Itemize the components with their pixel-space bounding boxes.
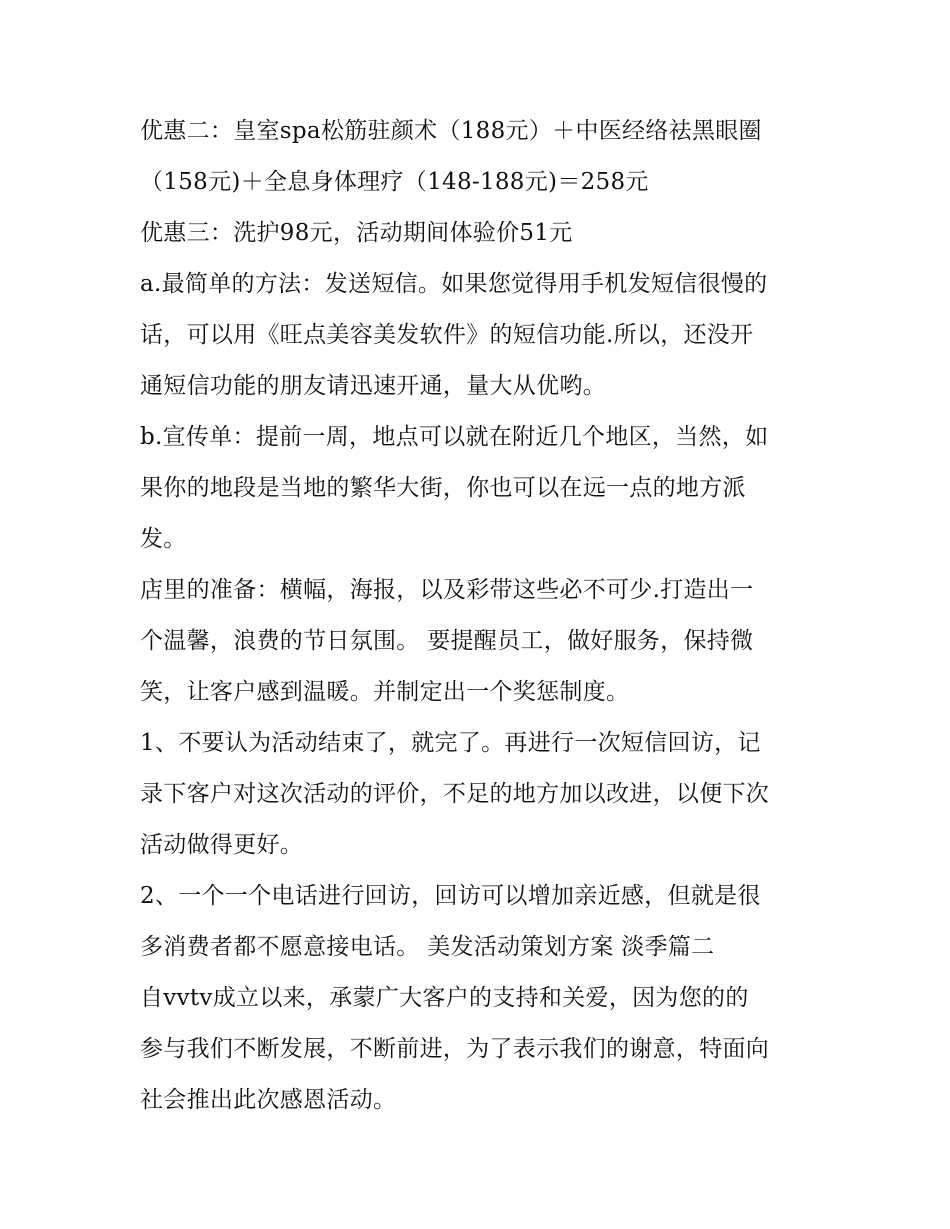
text-line: 话，可以用《旺点美容美发软件》的短信功能.所以，还没开 <box>140 322 754 348</box>
text-line: 店里的准备：横幅，海报，以及彩带这些必不可少.打造出一 <box>140 577 754 603</box>
text-line: b.宣传单：提前一周，地点可以就在附近几个地区，当然，如 <box>140 424 769 450</box>
text-line: 笑，让客户感到温暖。并制定出一个奖惩制度。 <box>140 679 630 705</box>
text-line: （158元)＋全息身体理疗（148-188元)＝258元 <box>140 169 649 195</box>
text-line: 发。 <box>140 526 187 552</box>
text-line: 多消费者都不愿意接电话。 美发活动策划方案 淡季篇二 <box>140 934 715 960</box>
text-line: 自vvtv成立以来，承蒙广大客户的支持和关爱，因为您的的 <box>140 985 749 1011</box>
text-line: 1、不要认为活动结束了，就完了。再进行一次短信回访，记 <box>140 730 761 756</box>
document-body <box>140 106 816 1126</box>
text-line: 通短信功能的朋友请迅速开通，量大从优哟。 <box>140 373 606 399</box>
text-line: 活动做得更好。 <box>140 832 304 858</box>
text-line: 录下客户对这次活动的评价，不足的地方加以改进，以便下次 <box>140 781 770 807</box>
text-line: a.最简单的方法：发送短信。如果您觉得用手机发短信很慢的 <box>140 271 768 297</box>
text-line: 优惠三：洗护98元，活动期间体验价51元 <box>140 220 573 246</box>
text-line: 果你的地段是当地的繁华大街，你也可以在远一点的地方派 <box>140 475 746 501</box>
text-line: 2、一个一个电话进行回访，回访可以增加亲近感，但就是很 <box>140 883 761 909</box>
text-line: 优惠二：皇室spa松筋驻颜术（188元）＋中医经络祛黑眼圈 <box>140 118 762 144</box>
text-line: 参与我们不断发展，不断前进，为了表示我们的谢意，特面向 <box>140 1036 770 1062</box>
text-line: 个温馨，浪费的节日氛围。 要提醒员工，做好服务，保持微 <box>140 628 754 654</box>
text-line: 社会推出此次感恩活动。 <box>140 1087 397 1113</box>
